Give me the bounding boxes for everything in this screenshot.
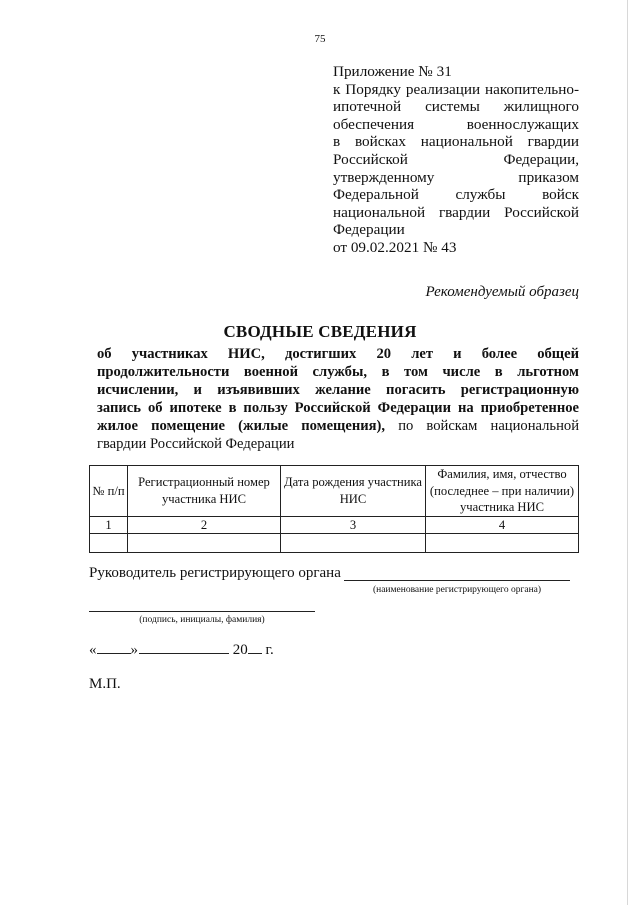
agency-name-note: (наименование регистрирующего органа) bbox=[372, 585, 542, 595]
appendix-number: Приложение № 31 bbox=[333, 63, 452, 80]
header-cell-reg-number: Регистрационный номер участника НИС bbox=[128, 466, 281, 517]
table-cell: 4 bbox=[426, 516, 579, 534]
month-blank bbox=[139, 640, 229, 654]
subtitle-line: об участниках НИС, достигших 20 лет и более общей bbox=[97, 346, 579, 362]
header-cell-full-name: Фамилия, имя, отчество (последнее – при наличии) участника НИС bbox=[426, 466, 579, 517]
subtitle-line: запись об ипотеке в пользу Российской Федерации на приобретенное bbox=[97, 400, 579, 416]
subtitle-bold-part: жилое помещение (жилые помещения), bbox=[97, 418, 386, 434]
appendix-line: Федерации bbox=[333, 221, 405, 239]
appendix-line: утвержденному приказом bbox=[333, 168, 579, 186]
date-line bbox=[89, 640, 274, 659]
head-of-agency-label: Руководитель регистрирующего органа bbox=[89, 565, 341, 581]
table-cell: 3 bbox=[281, 516, 426, 534]
table-cell bbox=[426, 534, 579, 553]
participants-table bbox=[89, 465, 579, 553]
year-blank bbox=[248, 640, 262, 654]
appendix-line: к Порядку реализации накопительно- bbox=[333, 80, 579, 98]
date-open-quote: « bbox=[89, 642, 97, 658]
subtitle-line: исчислении, и изъявивших желание погасить регистрационную bbox=[97, 382, 579, 398]
appendix-block bbox=[333, 63, 579, 257]
year-prefix: 20 bbox=[232, 642, 248, 658]
table-cell: 2 bbox=[128, 516, 281, 534]
table-row bbox=[90, 534, 579, 553]
table-header-row bbox=[90, 466, 579, 517]
sample-label: Рекомендуемый образец bbox=[425, 284, 579, 300]
page-number: 75 bbox=[314, 33, 326, 45]
subtitle-line bbox=[97, 417, 579, 435]
subtitle-line: продолжительности военной службы, в том числе в льготном bbox=[97, 364, 579, 380]
document-subtitle bbox=[97, 345, 579, 453]
header-cell-index: № п/п bbox=[90, 466, 128, 517]
table-cell: 1 bbox=[90, 516, 128, 534]
table-cell bbox=[128, 534, 281, 553]
date-close-quote: » bbox=[130, 642, 138, 658]
day-blank bbox=[97, 640, 131, 654]
header-cell-birth-date: Дата рождения участника НИС bbox=[281, 466, 426, 517]
appendix-date: от 09.02.2021 № 43 bbox=[333, 238, 457, 256]
appendix-line: ипотечной системы жилищного bbox=[333, 98, 579, 116]
table-cell bbox=[90, 534, 128, 553]
signature-note: (подпись, инициалы, фамилия) bbox=[139, 615, 265, 625]
appendix-line: обеспечения военнослужащих bbox=[333, 115, 579, 133]
scan-edge bbox=[627, 0, 628, 905]
table-numbering-row bbox=[90, 516, 579, 534]
appendix-line: Федеральной службы войск bbox=[333, 186, 579, 204]
document-title: СВОДНЫЕ СВЕДЕНИЯ bbox=[223, 322, 417, 341]
table-cell bbox=[281, 534, 426, 553]
appendix-line: Российской Федерации, bbox=[333, 150, 579, 168]
stamp-place-label: М.П. bbox=[89, 676, 121, 692]
subtitle-line: гвардии Российской Федерации bbox=[97, 436, 295, 452]
appendix-line: национальной гвардии Российской bbox=[333, 203, 579, 221]
appendix-line: в войсках национальной гвардии bbox=[333, 133, 579, 151]
subtitle-normal-part: по войскам национальной bbox=[385, 418, 579, 434]
year-suffix: г. bbox=[261, 642, 274, 658]
agency-name-line bbox=[344, 580, 570, 581]
signature-line bbox=[89, 611, 315, 612]
